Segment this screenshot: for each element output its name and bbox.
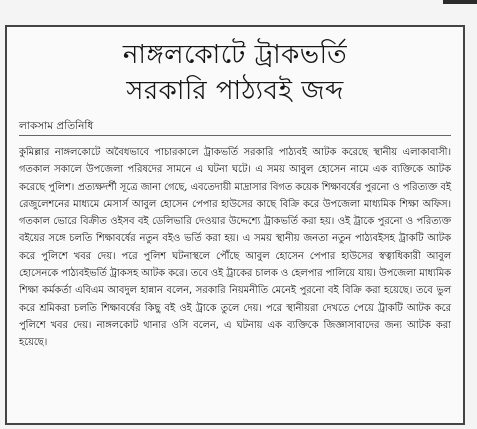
headline xyxy=(19,37,451,109)
article-body-paragraph: কুমিল্লার নাঙ্গলকোটে অবৈধভাবে পাচারকালে ট্রাকভর্তি সরকারি পাঠ্যবই আটক করেছে স্থানীয় এলাকাবাসী। গতকাল সকালে উপজেলা পরিষদের সামনে এ ঘটনা ঘটে। এ সময় আবুল হোসেন নামে এক ব্যক্তিকে আটক করেছে পুলিশ। প্রত্যক্ষদর্শী সূত্রে জানা গেছে, এবতেদায়ী মাদ্রাসার বিগত কয়েক শিক্ষাবর্ষের পুরনো ও পরিত্যক্ত বই রেজুলেশনের মাধ্যমে মেসার্স আবুল হোসেন পেপার হাউসের কাছে বিক্রি করে উপজেলা মাধ্যমিক শিক্ষা অফিস। গতকাল ভোরে বিক্রীত ওইসব বই ডেলিভারি দেওয়ার উদ্দেশ্যে ট্রাকভর্তি করা হয়। ওই ট্রাকে পুরনো ও পরিত্যক্ত বইয়ের সঙ্গে চলতি শিক্ষাবর্ষের নতুন বইও ভর্তি করা হয়। এ সময় স্থানীয় জনতা নতুন পাঠ্যবইসহ ট্রাকটি আটক করে পুলিশে খবর দেয়। পরে পুলিশ ঘটনাস্থলে পৌঁছে আবুল হোসেন পেপার হাউসের স্বত্বাধিকারী আবুল হোসেনকে পাঠ্যবইভর্তি ট্রাকসহ আটক করে। তবে ওই ট্রাকের চালক ও হেলপার পালিয়ে যায়। উপজেলা মাধ্যমিক শিক্ষা কর্মকর্তা এবিএম আবদুল হান্নান বলেন, সরকারি নিয়মনীতি মেনেই পুরনো বই বিক্রি করা হয়েছে। তবে ভুল করে শ্রমিকরা চলতি শিক্ষাবর্ষের কিছু বই ওই ট্রাকে তুলে দেয়। পরে স্থানীয়রা দেখতে পেয়ে ট্রাকটি আটক করে পুলিশে খবর দেয়। নাঙ্গলকোট থানার ওসি বলেন, এ ঘটনায় এক ব্যক্তিকে জিজ্ঞাসাবাদের জন্য আটক করা হয়েছে। xyxy=(19,147,451,349)
headline-line-2: সরকারি পাঠ্যবই জব্দ xyxy=(126,76,344,106)
news-article-clipping xyxy=(5,25,465,425)
headline-line-1: নাঙ্গলকোটে ট্রাকভর্তি xyxy=(122,40,348,70)
byline: লাকসাম প্রতিনিধি xyxy=(19,120,94,132)
article-body xyxy=(19,144,451,352)
byline-divider xyxy=(19,135,451,136)
adjacent-clipping-edge xyxy=(443,0,477,4)
